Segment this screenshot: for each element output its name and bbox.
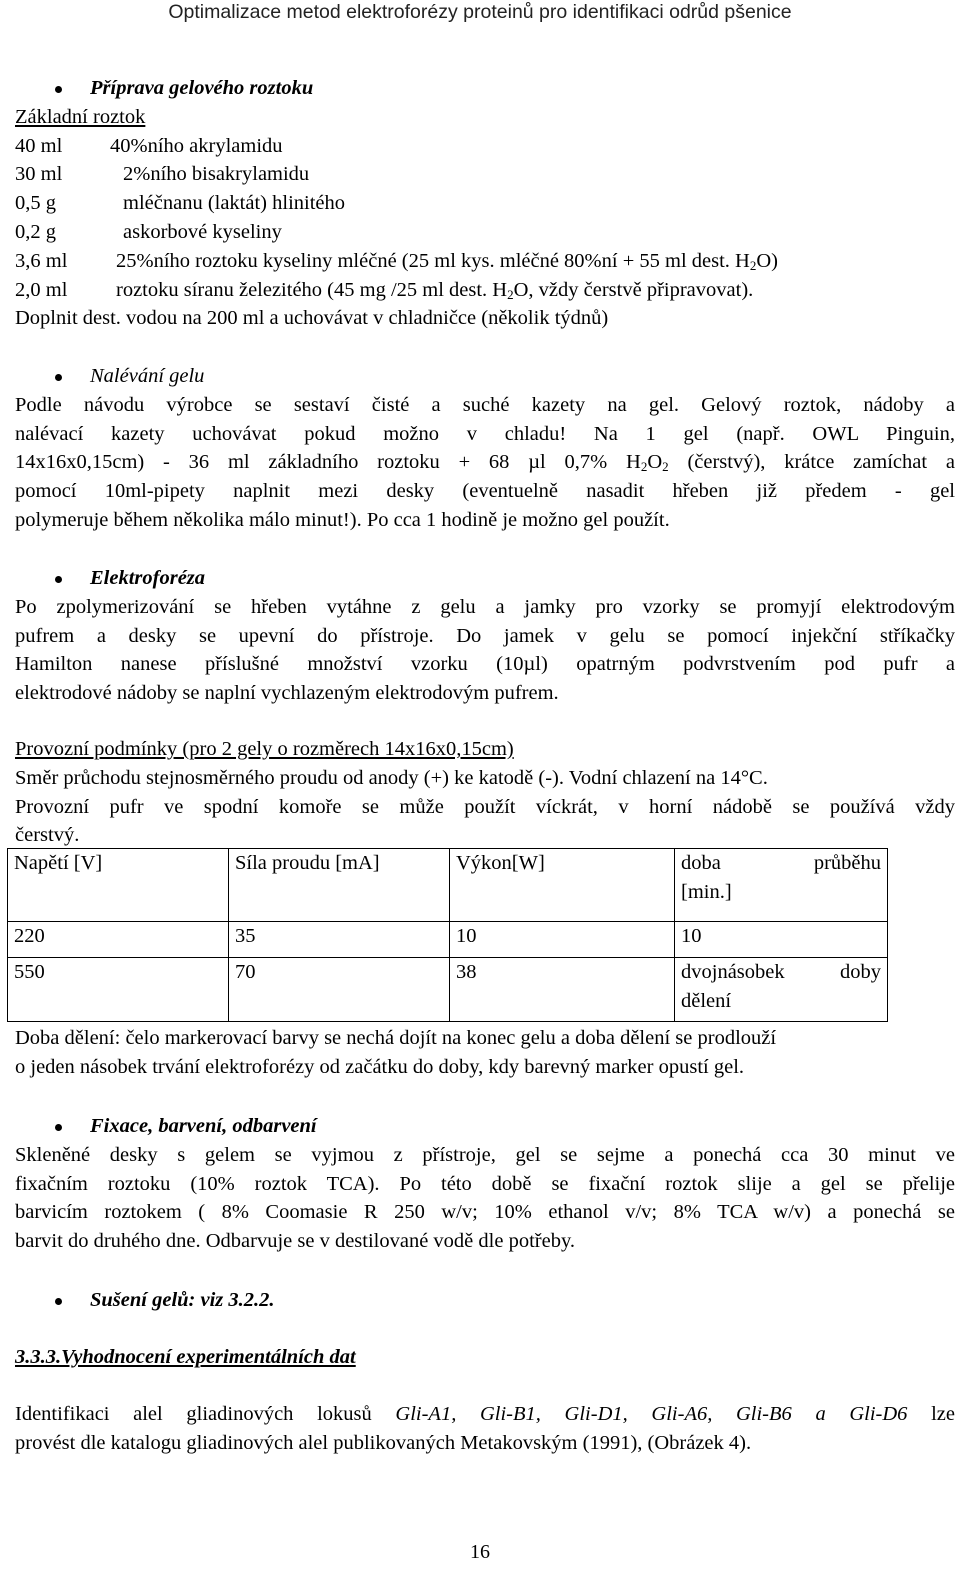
recipe-row bbox=[15, 218, 955, 247]
section-gel-solution bbox=[15, 74, 955, 333]
recipe-row bbox=[15, 132, 955, 161]
table-cell: 10 bbox=[450, 922, 675, 958]
division-time-note bbox=[15, 1024, 955, 1082]
paragraph-line: Doba dělení: čelo markerovací barvy se nechá dojít na konec gelu a doba dělení se prodlouží bbox=[15, 1027, 777, 1049]
paragraph-line: barvit do druhého dne. Odbarvuje se v destilované vodě dle potřeby. bbox=[15, 1230, 575, 1253]
ingredient-end: O) bbox=[756, 249, 778, 272]
table-header-cell: Výkon[W] bbox=[450, 849, 675, 922]
paragraph-line: Provozní pufr ve spodní komoře se může použít víckrát, v horní nádobě se používá vždy bbox=[15, 795, 955, 818]
table-header-cell: Napětí [V] bbox=[8, 849, 229, 922]
paragraph-line: pomocí 10ml-pipety naplnit mezi desky (eventuelně nasadit hřeben již předem - gel bbox=[15, 480, 955, 503]
table-header-row bbox=[8, 849, 888, 922]
bullet-icon bbox=[55, 374, 62, 381]
paragraph-line: fixačním roztoku (10% roztok TCA). Po této době se fixační roztok slije a gel se přelije bbox=[15, 1172, 955, 1195]
paragraph-line: barvicím roztokem ( 8% Coomasie R 250 w/v; 10% ethanol v/v; 8% TCA w/v) a ponechá se bbox=[15, 1201, 955, 1224]
quantity: 0,5 g bbox=[15, 192, 56, 215]
paragraph-line: Směr průchodu stejnosměrného proudu od anody (+) ke katodě (-). Vodní chlazení na 14°C. bbox=[15, 766, 768, 789]
table-cell: 35 bbox=[229, 922, 450, 958]
subscript: 2 bbox=[662, 459, 669, 475]
text: lze bbox=[907, 1403, 955, 1425]
section-heading-gel-pouring bbox=[15, 362, 955, 391]
subheading-text: Základní roztok bbox=[15, 105, 146, 128]
section-gel-pouring bbox=[15, 362, 955, 535]
paragraph-line: čerstvý. bbox=[15, 824, 80, 847]
text: O bbox=[647, 451, 663, 474]
paragraph-line: Hamilton nanese příslušné množství vzorku (10µl) opatrným podvrstvením pod pufr a bbox=[15, 653, 955, 676]
paragraph-line bbox=[15, 1400, 955, 1429]
table-cell: 550 bbox=[8, 957, 229, 1022]
paragraph-line: Podle návodu výrobce se sestaví čisté a suché kazety na gel. Gelový roztok, nádoby a bbox=[15, 393, 955, 416]
text: dělení bbox=[681, 989, 732, 1012]
paragraph-line: pufrem a desky se upevní do přístroje. Do jamek v gelu se pomocí injekční stříkačky bbox=[15, 624, 955, 647]
text: (čerstvý), krátce zamíchat a bbox=[668, 451, 955, 474]
paragraph-line: Skleněné desky s gelem se vyjmou z přístroje, gel se sejme a ponechá cca 30 minut ve bbox=[15, 1143, 955, 1166]
running-header: Optimalizace metod elektroforézy proteinů pro identifikaci odrůd pšenice bbox=[168, 1, 792, 23]
heading-text: Elektroforéza bbox=[90, 567, 206, 589]
evaluation-paragraph bbox=[15, 1400, 955, 1458]
quantity: 30 ml bbox=[15, 163, 63, 186]
paragraph-line: elektrodové nádoby se naplní vychlazeným elektrodovým pufrem. bbox=[15, 682, 559, 705]
text: doby bbox=[840, 960, 881, 983]
text: [min.] bbox=[681, 880, 732, 903]
paragraph-line bbox=[15, 448, 955, 477]
table-cell: 220 bbox=[8, 922, 229, 958]
quantity: 2,0 ml bbox=[15, 278, 68, 301]
heading-text: Příprava gelového roztoku bbox=[90, 77, 314, 99]
ingredient: 2%ního bisakrylamidu bbox=[123, 163, 310, 186]
quantity: 0,2 g bbox=[15, 220, 56, 243]
table-row bbox=[8, 922, 888, 958]
text: dvojnásobek bbox=[681, 960, 785, 983]
table-row bbox=[8, 957, 888, 1022]
subheading-conditions bbox=[15, 735, 955, 764]
heading-text: Nalévání gelu bbox=[90, 365, 205, 387]
table-header-cell bbox=[675, 849, 888, 922]
text: doba bbox=[681, 852, 721, 874]
section-electrophoresis bbox=[15, 564, 955, 708]
text: průběhu bbox=[813, 852, 881, 874]
paragraph-line: polymeruje během několika málo minut!). Po cca 1 hodině je možno gel použít. bbox=[15, 508, 670, 531]
heading-text: Fixace, barvení, odbarvení bbox=[90, 1115, 317, 1137]
recipe-row bbox=[15, 276, 955, 305]
text: 14x16x0,15cm) - 36 ml základního roztoku + 68 µl 0,7% H bbox=[15, 451, 641, 474]
bullet-icon bbox=[55, 1298, 62, 1305]
bullet-icon bbox=[55, 1124, 62, 1131]
page-number: 16 bbox=[470, 1541, 490, 1563]
text: Identifikaci alel gliadinových lokusů bbox=[15, 1403, 396, 1425]
ingredient: askorbové kyseliny bbox=[123, 220, 282, 243]
recipe-row bbox=[15, 189, 955, 218]
table-cell: 38 bbox=[450, 957, 675, 1022]
subscript: 2 bbox=[749, 257, 757, 273]
section-title bbox=[15, 1343, 955, 1372]
ingredient: 40%ního akrylamidu bbox=[110, 134, 283, 157]
section-fixation bbox=[15, 1112, 955, 1256]
bullet-icon bbox=[55, 576, 62, 583]
section-operating-conditions bbox=[15, 735, 955, 850]
subheading-basic-solution bbox=[15, 103, 955, 132]
conditions-table bbox=[7, 848, 888, 1022]
subscript: 2 bbox=[640, 459, 648, 475]
recipe-row bbox=[15, 160, 955, 189]
heading-text: Sušení gelů: viz 3.2.2. bbox=[90, 1289, 275, 1311]
table-cell bbox=[675, 957, 888, 1022]
table-cell: 10 bbox=[675, 922, 888, 958]
subscript: 2 bbox=[507, 286, 514, 302]
bullet-icon bbox=[55, 86, 62, 93]
paragraph-line: Doplnit dest. vodou na 200 ml a uchovávat v chladničce (několik týdnů) bbox=[15, 307, 609, 330]
quantity: 3,6 ml bbox=[15, 249, 68, 272]
paragraph-line: Po zpolymerizování se hřeben vytáhne z gelu a jamky pro vzorky se promyjí elektrodovým bbox=[15, 595, 955, 618]
paragraph-line: o jeden násobek trvání elektroforézy od začátku do doby, kdy barevný marker opustí gel. bbox=[15, 1055, 745, 1078]
section-drying bbox=[15, 1286, 955, 1315]
paragraph-line: provést dle katalogu gliadinových alel publikovaných Metakovským (1991), (Obrázek 4). bbox=[15, 1431, 752, 1454]
ingredient-end: O, vždy čerstvě připravovat). bbox=[513, 278, 754, 301]
section-title-text: 3.3.3.Vyhodnocení experimentálních dat bbox=[15, 1346, 356, 1368]
section-heading-fixation bbox=[15, 1112, 955, 1141]
table-cell: 70 bbox=[229, 957, 450, 1022]
quantity: 40 ml bbox=[15, 134, 63, 157]
section-heading-drying bbox=[15, 1286, 955, 1315]
section-data-evaluation bbox=[15, 1343, 955, 1372]
section-heading-gel-solution bbox=[15, 74, 955, 103]
gene-names: Gli-A1, Gli-B1, Gli-D1, Gli-A6, Gli-B6 a Gli-D6 bbox=[395, 1403, 908, 1425]
ingredient: 25%ního roztoku kyseliny mléčné (25 ml kys. mléčné 80%ní + 55 ml dest. H bbox=[116, 249, 750, 272]
ingredient: mléčnanu (laktát) hlinitého bbox=[123, 192, 346, 215]
section-heading-electrophoresis bbox=[15, 564, 955, 593]
table-header-cell: Síla proudu [mA] bbox=[229, 849, 450, 922]
subheading-text: Provozní podmínky (pro 2 gely o rozměrech 14x16x0,15cm) bbox=[15, 738, 514, 760]
ingredient: roztoku síranu železitého (45 mg /25 ml dest. H bbox=[116, 278, 508, 301]
paragraph-line: nalévací kazety uchovávat pokud možno v chladu! Na 1 gel (např. OWL Pinguin, bbox=[15, 422, 955, 445]
recipe-row bbox=[15, 247, 955, 276]
